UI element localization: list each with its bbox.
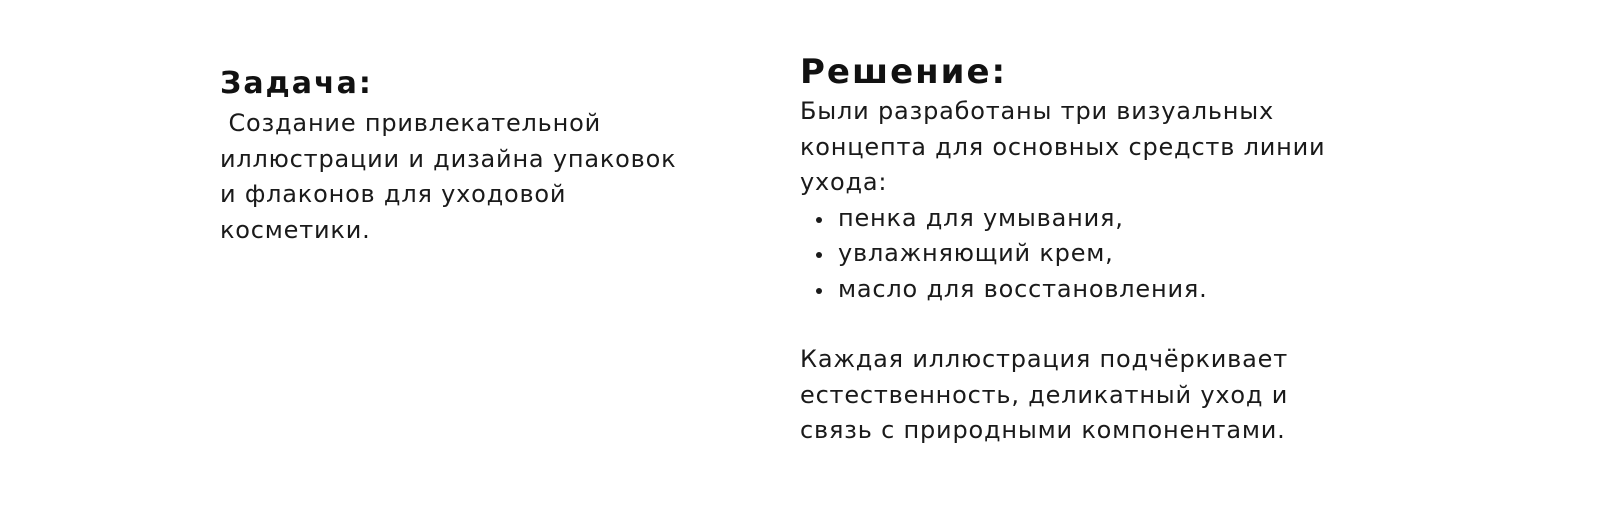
list-item-text: увлажняющий крем, bbox=[838, 239, 1114, 267]
bullet-icon bbox=[816, 217, 822, 223]
list-item bbox=[800, 236, 1360, 272]
task-heading: Задача: bbox=[220, 66, 373, 101]
solution-intro: Были разработаны три визуальных концепта для основных средств линии ухода: bbox=[800, 97, 1326, 196]
task-text: Создание привлекательной иллюстрации и дизайна упаковок и флаконов для уходовой косметики. bbox=[220, 109, 685, 244]
list-item-text: пенка для умывания, bbox=[838, 203, 1124, 232]
task-section bbox=[220, 62, 690, 248]
paragraph-spacer bbox=[800, 307, 1360, 342]
list-item bbox=[800, 201, 1360, 237]
list-item-text: масло для восстановления. bbox=[838, 274, 1208, 303]
solution-heading: Решение: bbox=[800, 52, 1008, 92]
solution-conclusion: Каждая иллюстрация подчёркивает естественность, деликатный уход и связь с природными компонентами. bbox=[800, 345, 1289, 444]
solution-list bbox=[800, 201, 1360, 308]
solution-section bbox=[800, 50, 1360, 449]
list-item bbox=[800, 272, 1360, 308]
bullet-icon bbox=[816, 252, 822, 258]
bullet-icon bbox=[816, 288, 822, 294]
